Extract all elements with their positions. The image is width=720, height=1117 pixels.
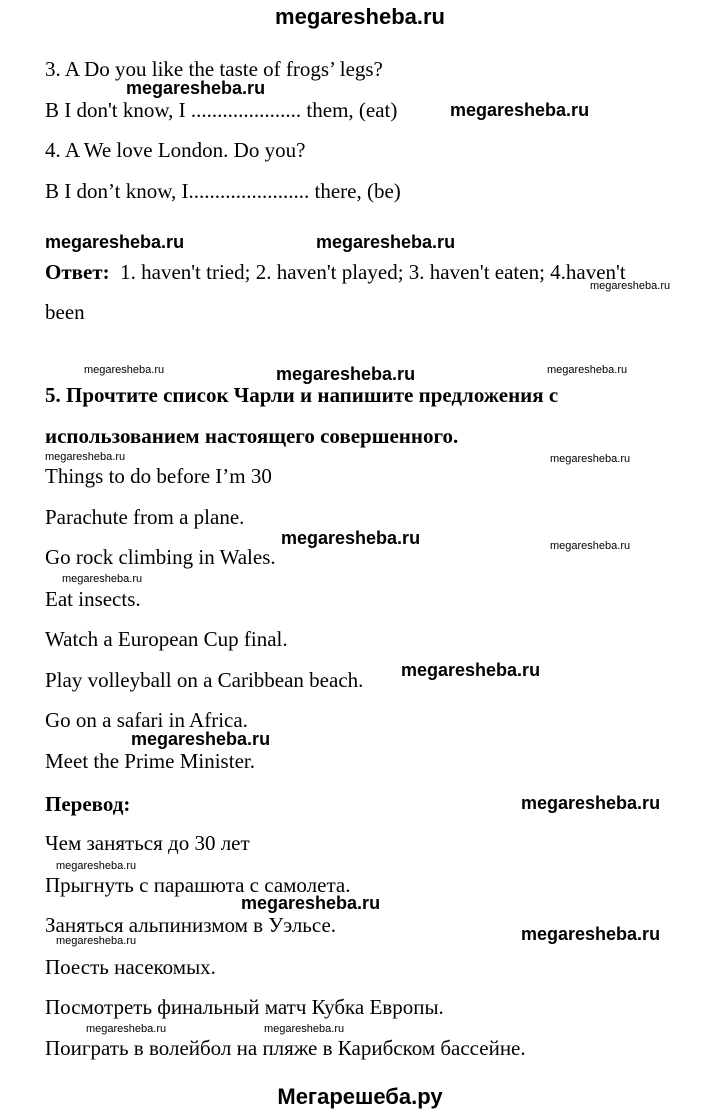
watermark: megaresheba.ru: [45, 451, 126, 463]
watermark: megaresheba.ru: [547, 364, 628, 376]
list-item: Play volleyball on a Caribbean beach.: [45, 668, 364, 692]
question-4a: 4. A We love London. Do you?: [45, 138, 306, 162]
watermark: megaresheba.ru: [521, 793, 661, 813]
list-item: Watch a European Cup final.: [45, 627, 288, 651]
watermark: megaresheba.ru: [264, 1023, 345, 1035]
question-3b: B I don't know, I ..................... them, (eat): [45, 98, 398, 122]
list-item: Parachute from a plane.: [45, 505, 245, 529]
answer-text: 1. haven't tried; 2. haven't played; 3. haven't eaten; 4.haven't: [120, 260, 626, 284]
answer-continuation: been: [45, 300, 85, 324]
watermark: megaresheba.ru: [401, 660, 541, 680]
watermark: megaresheba.ru: [550, 453, 631, 465]
watermark: megaresheba.ru: [316, 232, 456, 252]
site-header: megaresheba.ru: [275, 4, 445, 29]
watermark: megaresheba.ru: [84, 364, 165, 376]
watermark: megaresheba.ru: [281, 528, 421, 548]
task-5-heading-line2: использованием настоящего совершенного.: [45, 424, 459, 448]
answer-label: Ответ:: [45, 260, 110, 284]
watermark: megaresheba.ru: [86, 1023, 167, 1035]
answer-line: [45, 260, 626, 284]
list-item: Meet the Prime Minister.: [45, 749, 255, 773]
watermark: megaresheba.ru: [241, 893, 381, 913]
translation-label: Перевод:: [45, 792, 131, 816]
watermark: megaresheba.ru: [590, 280, 671, 292]
watermark: megaresheba.ru: [450, 100, 590, 120]
translation-item: Посмотреть финальный матч Кубка Европы.: [45, 995, 444, 1019]
question-4b: B I don’t know, I....................... there, (be): [45, 179, 401, 203]
translation-title: Чем заняться до 30 лет: [45, 831, 250, 855]
watermark: megaresheba.ru: [62, 573, 143, 585]
watermark: megaresheba.ru: [45, 232, 185, 252]
list-item: Eat insects.: [45, 587, 141, 611]
list-item: Go rock climbing in Wales.: [45, 545, 276, 569]
site-footer: Мегарешеба.ру: [277, 1084, 443, 1109]
translation-item: Прыгнуть с парашюта с самолета.: [45, 873, 351, 897]
translation-item: Поесть насекомых.: [45, 955, 216, 979]
watermark: megaresheba.ru: [126, 78, 266, 98]
question-3a: 3. A Do you like the taste of frogs’ legs?: [45, 57, 383, 81]
task-5-heading-line1: 5. Прочтите список Чарли и напишите предложения с: [45, 383, 559, 407]
watermark: megaresheba.ru: [276, 364, 416, 384]
list-item: Go on a safari in Africa.: [45, 708, 248, 732]
translation-item: Заняться альпинизмом в Уэльсе.: [45, 913, 337, 937]
watermark: megaresheba.ru: [56, 935, 137, 947]
watermark: megaresheba.ru: [131, 729, 271, 749]
list-title: Things to do before I’m 30: [45, 464, 272, 488]
watermark: megaresheba.ru: [521, 924, 661, 944]
watermark: megaresheba.ru: [550, 540, 631, 552]
translation-item: Поиграть в волейбол на пляже в Карибском бассейне.: [45, 1036, 526, 1060]
watermark: megaresheba.ru: [56, 860, 137, 872]
